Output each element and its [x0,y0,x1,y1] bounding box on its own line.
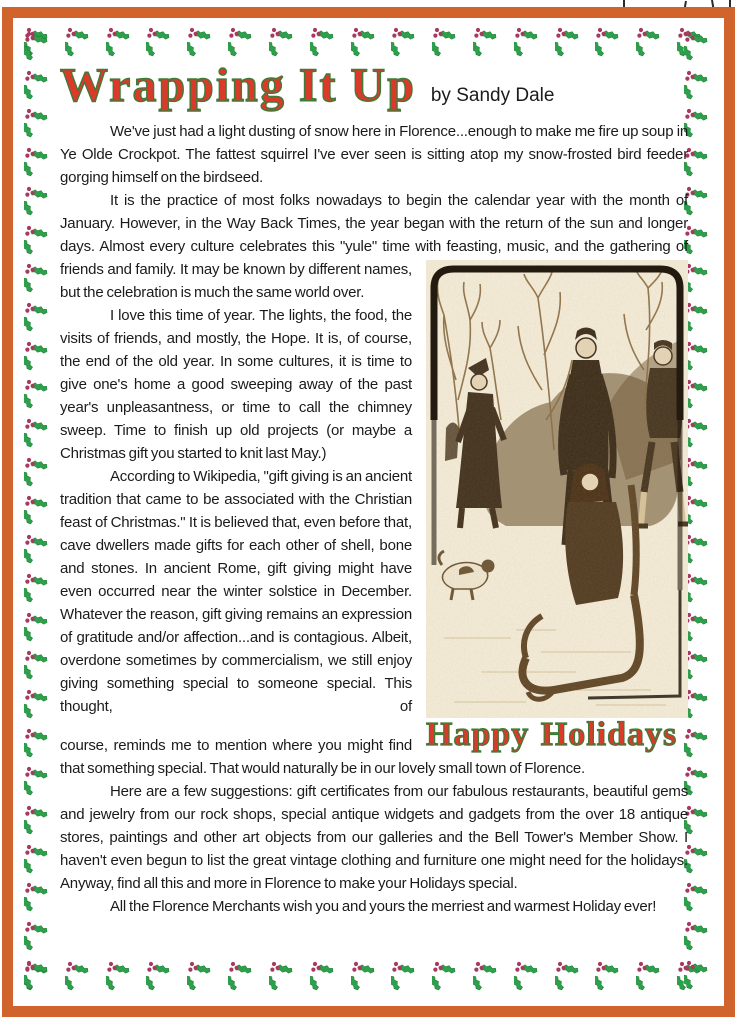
paragraph-suggestions: Here are a few suggestions: gift certificates from our fabulous restaurants, beautiful gems and jewelry from our rock shops, special antique widgets and gadgets from the over 18 antique stores, paintings and other art objects from our galleries and the Bell Tower's Member Show. I haven't even begun to list the great vintage clothing and furniture one might need for the holidays. Anyway, find all this and more in Florence to make your Holidays special. [60,783,688,892]
holly-icon [473,960,500,993]
holly-icon [595,960,622,993]
holly-icon [24,340,51,373]
holly-icon [636,960,663,993]
holly-icon [391,26,418,59]
holly-border-bottom [24,960,704,994]
holly-icon [146,960,173,993]
happy-holidays-caption: Happy Holidays [426,716,678,753]
holly-icon [684,649,711,682]
holly-icon [684,920,711,953]
holly-icon [684,69,711,102]
holly-icon [24,611,51,644]
holly-icon [684,611,711,644]
holly-icon [684,146,711,179]
holly-icon [684,378,711,411]
holly-icon [24,765,51,798]
holly-icon [351,26,378,59]
page-title: Wrapping It Up [60,59,416,112]
holly-icon [684,881,711,914]
holly-icon [684,107,711,140]
holly-icon [684,494,711,527]
holly-icon [684,456,711,489]
holly-icon [684,688,711,721]
holly-icon [228,26,255,59]
holly-icon [187,26,214,59]
holly-icon [684,185,711,218]
holly-icon [24,69,51,102]
holly-icon [555,26,582,59]
holly-icon [24,146,51,179]
paragraph-gift-giving: According to Wikipedia, "gift giving is an ancient tradition that came to be associated with the Christian feast of Christmas." It is believed that, even before that, cave dwellers made gifts for each other of shell, bone and stones. In ancient Rome, gift giving might have even occurred near the winter solstice in December. Whatever the reason, gift giving remains an expression of gratitude and/or affection...and is contagious. Albeit, overdone sometimes by commercialism, we still enjoy giving something special to someone special. This thought, of [60,468,412,715]
holly-icon [24,378,51,411]
holly-icon [24,688,51,721]
paragraph-intro: We've just had a light dusting of snow here in Florence...enough to make me fire up soup in Ye Olde Crockpot. The fattest squirrel I've ever seen is sitting atop my snow-frosted bird feeder gorging himself on the birdseed. [60,123,688,186]
holly-icon [24,301,51,334]
holly-icon [24,920,51,953]
holly-icon [595,26,622,59]
holly-icon [684,765,711,798]
holly-icon [24,224,51,257]
holly-icon [310,960,337,993]
holly-icon [24,727,51,760]
holly-icon [24,843,51,876]
holly-icon [65,960,92,993]
holly-icon [514,960,541,993]
holly-icon [310,26,337,59]
holly-icon [684,727,711,760]
holly-icon [146,26,173,59]
holly-icon [514,26,541,59]
holly-icon [684,843,711,876]
holly-icon [228,960,255,993]
holly-icon [684,301,711,334]
holly-icon [24,649,51,682]
holly-icon [24,262,51,295]
holly-icon [351,960,378,993]
holly-icon [684,959,711,992]
sledding-illustration [426,260,688,718]
holly-border-left [24,30,52,992]
holly-icon [65,26,92,59]
holly-icon [684,262,711,295]
holly-icon [269,960,296,993]
holly-icon [684,572,711,605]
holly-icon [24,30,51,63]
holly-icon [24,533,51,566]
holly-icon [432,26,459,59]
holly-icon [24,494,51,527]
holly-icon [24,881,51,914]
holly-icon [432,960,459,993]
illustration-box [426,260,688,752]
holly-icon [24,959,51,992]
paragraph-yule-before-image: It is the practice of most folks nowadays to begin the calendar year with the month of January. However, in the Way Back Times, the year began with the return of the sun and longer days. Almost every culture celebrates this "yule" time with feasting, music, and the gathering of friends and family. It [60,192,688,278]
paragraph-love-this-time: I love this time of year. The lights, the food, the visits of friends, and mostly, the Hope. It is, of course, the end of the old year. In some cultures, it is time to give one's home a good sweeping away of the past year's unpleasantness, or time to call the chimney sweep. Time to finish up old projects (or maybe a Christmas gift you started to knit last May.) [60,307,412,462]
title-row [60,59,688,112]
holly-icon [684,533,711,566]
paragraph-gift-giving-continued: course, reminds me to mention where you might find that something special. That would naturally be in our lovely small town of Florence. [60,737,586,777]
holly-icon [24,572,51,605]
holly-icon [555,960,582,993]
holly-icon [391,960,418,993]
holly-icon [24,804,51,837]
holly-icon [684,804,711,837]
holly-icon [24,456,51,489]
holly-icon [106,26,133,59]
paragraph-yule-after-image: may be known by different names, but the celebration is much the same world over. [60,261,413,301]
holly-icon [684,30,711,63]
holly-icon [684,417,711,450]
holly-icon [24,107,51,140]
holly-icon [473,26,500,59]
holly-icon [24,185,51,218]
holly-icon [187,960,214,993]
holly-icon [269,26,296,59]
holly-icon [684,340,711,373]
holly-border-top [24,26,704,60]
holly-icon [24,417,51,450]
holly-icon [636,26,663,59]
paragraph-closing: All the Florence Merchants wish you and yours the merriest and warmest Holiday ever! [110,898,657,915]
newsletter-article [60,59,688,918]
holly-icon [106,960,133,993]
byline: by Sandy Dale [430,85,555,106]
holly-icon [684,224,711,257]
holly-border-right [684,30,712,992]
